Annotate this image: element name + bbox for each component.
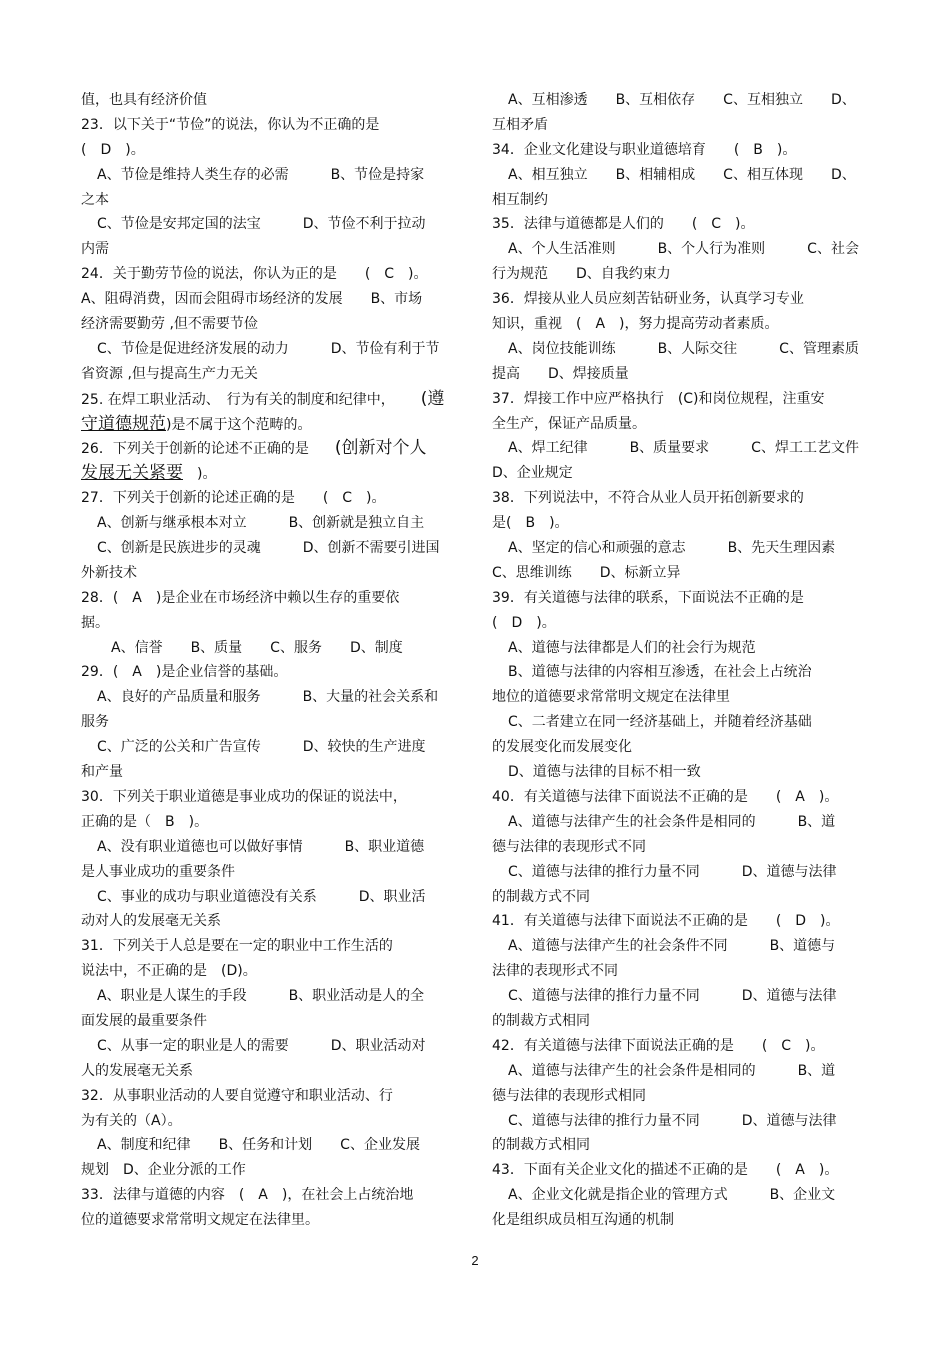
text-line — [492, 636, 870, 661]
line-text: ( D )。 — [492, 614, 556, 631]
line-text: C、节俭是安邦定国的法宝 D、节俭不利于拉动 — [97, 216, 426, 233]
line-text: 之本 — [81, 191, 109, 208]
text-line — [81, 636, 461, 661]
text-line — [492, 188, 870, 213]
line-text: C、道德与法律的推行力量不同 D、道德与法律 — [508, 863, 837, 880]
line-text: 是人事业成功的重要条件 — [81, 863, 235, 880]
line-text: 43．下面有关企业文化的描述不正确的是 ( A )。 — [492, 1162, 839, 1179]
text-line — [81, 785, 461, 810]
line-text: 的发展变化而发展变化 — [492, 739, 632, 756]
text-line — [81, 810, 461, 835]
text-line — [492, 660, 870, 685]
text-line — [81, 1133, 461, 1158]
text-line — [81, 1208, 461, 1233]
line-text: 位的道德要求常常明文规定在法律里。 — [81, 1212, 319, 1229]
text-line — [81, 138, 461, 163]
line-text: A、个人生活准则 B、个人行为准则 C、社会 — [508, 241, 859, 258]
text-line — [492, 1133, 870, 1158]
line-text: A、节俭是维持人类生存的必需 B、节俭是持家 — [97, 166, 425, 183]
text-line — [81, 337, 461, 362]
line-text: 25. 在焊工职业活动、 行为有关的制度和纪律中， — [81, 391, 395, 408]
line-text: 41．有关道德与法律下面说法不正确的是 ( D )。 — [492, 913, 840, 930]
text-line — [492, 1109, 870, 1134]
text-line — [81, 461, 461, 486]
text-line — [81, 1109, 461, 1134]
left-column — [81, 88, 461, 1233]
text-line — [81, 113, 461, 138]
line-text: 32．从事职业活动的人要自觉遵守和职业活动、行 — [81, 1087, 393, 1104]
line-text: )。 — [183, 466, 217, 483]
line-text: 和产量 — [81, 764, 123, 781]
line-text: A、职业是人谋生的手段 B、职业活动是人的全 — [97, 988, 425, 1005]
text-line — [81, 909, 461, 934]
text-line — [492, 835, 870, 860]
line-text: C、二者建立在同一经济基础上，并随着经济基础 — [508, 714, 812, 731]
line-text: 24．关于勤劳节俭的说法，你认为正的是 ( C )。 — [81, 266, 428, 283]
line-text: A、没有职业道德也可以做好事情 B、职业道德 — [97, 838, 425, 855]
line-text: 提高 D、焊接质量 — [492, 365, 629, 382]
text-line — [81, 959, 461, 984]
line-text: 42．有关道德与法律下面说法正确的是 ( C )。 — [492, 1037, 825, 1054]
text-line — [492, 909, 870, 934]
text-line — [81, 934, 461, 959]
text-line — [81, 611, 461, 636]
line-text: A、道德与法律都是人们的社会行为规范 — [508, 639, 756, 656]
text-line — [492, 212, 870, 237]
text-line — [492, 586, 870, 611]
text-line — [492, 1009, 870, 1034]
line-text: 的制裁方式不同 — [492, 888, 590, 905]
text-line — [81, 885, 461, 910]
text-line — [492, 312, 870, 337]
text-line — [492, 561, 870, 586]
line-text: 23．以下关于“节俭”的说法，你认为不正确的是 — [81, 116, 380, 133]
text-line — [81, 1009, 461, 1034]
line-text: 27．下列关于创新的论述正确的是 ( C )。 — [81, 490, 386, 507]
line-text: A、信誉 B、质量 C、服务 D、制度 — [97, 639, 403, 656]
text-line — [492, 984, 870, 1009]
line-text: A、良好的产品质量和服务 B、大量的社会关系和 — [97, 689, 439, 706]
text-line — [492, 163, 870, 188]
text-line — [81, 486, 461, 511]
line-text: D、企业规定 — [492, 465, 573, 482]
line-text: 值，也具有经济价值 — [81, 92, 207, 108]
line-text: 正确的是（ B )。 — [81, 813, 209, 830]
text-line — [492, 810, 870, 835]
filled-answer: 发展无关紧要 — [81, 463, 183, 484]
text-line — [492, 611, 870, 636]
text-line — [492, 1208, 870, 1233]
text-line — [492, 412, 870, 437]
text-line — [81, 362, 461, 387]
line-text: 是( B )。 — [492, 515, 569, 532]
line-text: 行为规范 D、自我约束力 — [492, 266, 671, 283]
line-text: 服务 — [81, 714, 109, 731]
text-line — [492, 436, 870, 461]
line-text: 省资源 ,但与提高生产力无关 — [81, 365, 258, 382]
line-text: B、道德与法律的内容相互渗透，在社会上占统治 — [508, 664, 812, 681]
text-line — [81, 1183, 461, 1208]
line-text: 39．有关道德与法律的联系，下面说法不正确的是 — [492, 589, 804, 606]
line-text: 面发展的最重要条件 — [81, 1012, 207, 1029]
text-line — [81, 660, 461, 685]
text-line — [492, 710, 870, 735]
text-line — [81, 1158, 461, 1183]
line-text: 德与法律的表现形式不同 — [492, 838, 646, 855]
line-text: 37．焊接工作中应严格执行 (C)和岗位规程，注重安 — [492, 390, 825, 407]
line-text: D、道德与法律的目标不相一致 — [508, 764, 701, 781]
line-text: 34．企业文化建设与职业道德培育 ( B )。 — [492, 141, 797, 158]
text-line — [492, 536, 870, 561]
text-line — [492, 511, 870, 536]
line-text: 人的发展毫无关系 — [81, 1062, 193, 1079]
text-line — [81, 163, 461, 188]
line-text: C、道德与法律的推行力量不同 D、道德与法律 — [508, 1112, 837, 1129]
text-line — [81, 1084, 461, 1109]
text-line — [492, 1034, 870, 1059]
filled-answer-start: (创新对个人 — [334, 438, 427, 459]
text-line — [492, 735, 870, 760]
line-text: 36．焊接从业人员应刻苦钻研业务，认真学习专业 — [492, 291, 804, 308]
line-text: 相互制约 — [492, 191, 548, 208]
text-line — [492, 760, 870, 785]
text-line — [81, 511, 461, 536]
line-text: A、创新与继承根本对立 B、创新就是独立自主 — [97, 515, 425, 532]
text-line — [492, 113, 870, 138]
text-line — [492, 1084, 870, 1109]
filled-answer: 守道德规范 — [81, 413, 166, 434]
line-text: A、企业文化就是指企业的管理方式 B、企业文 — [508, 1187, 836, 1204]
text-line — [81, 188, 461, 213]
line-text: 26．下列关于创新的论述不正确的是 — [81, 441, 309, 458]
line-text: C、创新是民族进步的灵魂 D、创新不需要引进国 — [97, 540, 440, 557]
text-line — [81, 1059, 461, 1084]
line-text: C、道德与法律的推行力量不同 D、道德与法律 — [508, 988, 837, 1005]
line-text: C、事业的成功与职业道德没有关系 D、职业活 — [97, 888, 426, 905]
line-text: A、互相渗透 B、互相依存 C、互相独立 D、 — [508, 92, 856, 108]
text-line — [492, 287, 870, 312]
text-line — [81, 1034, 461, 1059]
line-text: 外新技术 — [81, 564, 137, 581]
filled-answer-start: (遵 — [420, 388, 445, 409]
text-line — [492, 362, 870, 387]
text-line — [492, 387, 870, 412]
line-text: A、阻碍消费，因而会阻碍市场经济的发展 B、市场 — [81, 291, 423, 308]
line-text: 33．法律与道德的内容 ( A )，在社会上占统治地 — [81, 1187, 414, 1204]
text-line — [492, 934, 870, 959]
line-text: 地位的道德要求常常明文规定在法律里 — [492, 689, 730, 706]
text-line — [81, 586, 461, 611]
text-line — [492, 685, 870, 710]
text-line — [81, 760, 461, 785]
text-line — [81, 412, 461, 437]
text-line — [492, 860, 870, 885]
line-text: )是不属于这个范畴的。 — [166, 416, 312, 433]
page-number: 2 — [471, 1253, 479, 1268]
line-text: ( D )。 — [81, 141, 145, 158]
text-line — [81, 312, 461, 337]
text-line — [81, 262, 461, 287]
line-text: 38．下列说法中，不符合从业人员开拓创新要求的 — [492, 490, 804, 507]
text-line — [81, 860, 461, 885]
text-line — [492, 461, 870, 486]
line-text: 说法中，不正确的是 (D)。 — [81, 963, 257, 980]
line-text: A、制度和纪律 B、任务和计划 C、企业发展 — [97, 1137, 420, 1154]
line-text: C、节俭是促进经济发展的动力 D、节俭有利于节 — [97, 340, 440, 357]
text-line — [492, 138, 870, 163]
line-text: 规划 D、企业分派的工作 — [81, 1162, 246, 1179]
line-text: 经济需要勤劳 ,但不需要节俭 — [81, 316, 258, 333]
line-text: A、坚定的信心和顽强的意志 B、先天生理因素 — [508, 540, 836, 557]
line-text: A、岗位技能训练 B、人际交往 C、管理素质 — [508, 340, 859, 357]
text-line — [81, 735, 461, 760]
text-line — [81, 387, 461, 412]
text-line — [492, 785, 870, 810]
line-text: 为有关的（A）。 — [81, 1112, 182, 1129]
text-line — [492, 885, 870, 910]
text-line — [81, 436, 461, 461]
text-line — [81, 561, 461, 586]
line-text: 40．有关道德与法律下面说法不正确的是 ( A )。 — [492, 788, 839, 805]
text-line — [81, 710, 461, 735]
text-line — [81, 237, 461, 262]
line-text: 29．( A )是企业信誉的基础。 — [81, 664, 288, 681]
line-text: 动对人的发展毫无关系 — [81, 913, 221, 930]
text-line — [492, 1158, 870, 1183]
text-line — [81, 212, 461, 237]
line-text: 互相矛盾 — [492, 116, 548, 133]
line-text: 化是组织成员相互沟通的机制 — [492, 1212, 674, 1229]
text-line — [81, 685, 461, 710]
text-line — [492, 1059, 870, 1084]
text-line — [81, 536, 461, 561]
line-text: C、广泛的公关和广告宣传 D、较快的生产进度 — [97, 739, 426, 756]
line-text: 28．( A )是企业在市场经济中赖以生存的重要依 — [81, 589, 400, 606]
text-line — [492, 1183, 870, 1208]
line-text: 法律的表现形式不同 — [492, 963, 618, 980]
text-line — [492, 262, 870, 287]
line-text: 30．下列关于职业道德是事业成功的保证的说法中， — [81, 788, 407, 805]
text-line — [492, 486, 870, 511]
text-line — [492, 237, 870, 262]
line-text: 德与法律的表现形式相同 — [492, 1087, 646, 1104]
line-text: A、道德与法律产生的社会条件不同 B、道德与 — [508, 938, 836, 955]
text-line — [492, 959, 870, 984]
text-line — [81, 984, 461, 1009]
text-line — [81, 287, 461, 312]
line-text: C、从事一定的职业是人的需要 D、职业活动对 — [97, 1037, 426, 1054]
text-line — [492, 337, 870, 362]
line-text: A、相互独立 B、相辅相成 C、相互体现 D、 — [508, 166, 856, 183]
text-line — [81, 88, 461, 113]
line-text: A、道德与法律产生的社会条件是相同的 B、道 — [508, 1062, 836, 1079]
line-text: 据。 — [81, 614, 109, 631]
line-text: A、焊工纪律 B、质量要求 C、焊工工艺文件 — [508, 440, 859, 457]
line-text: 31．下列关于人总是要在一定的职业中工作生活的 — [81, 938, 393, 955]
line-text: 内需 — [81, 241, 109, 258]
text-line — [81, 835, 461, 860]
line-text: C、思维训练 D、标新立异 — [492, 564, 681, 581]
line-text: 的制裁方式相同 — [492, 1012, 590, 1029]
line-text: 知识，重视 ( A )，努力提高劳动者素质。 — [492, 316, 779, 333]
line-text: A、道德与法律产生的社会条件是相同的 B、道 — [508, 813, 836, 830]
right-column — [492, 88, 870, 1233]
line-text: 的制裁方式相同 — [492, 1137, 590, 1154]
text-line — [492, 88, 870, 113]
line-text: 全生产，保证产品质量。 — [492, 415, 646, 432]
line-text: 35．法律与道德都是人们的 ( C )。 — [492, 216, 755, 233]
